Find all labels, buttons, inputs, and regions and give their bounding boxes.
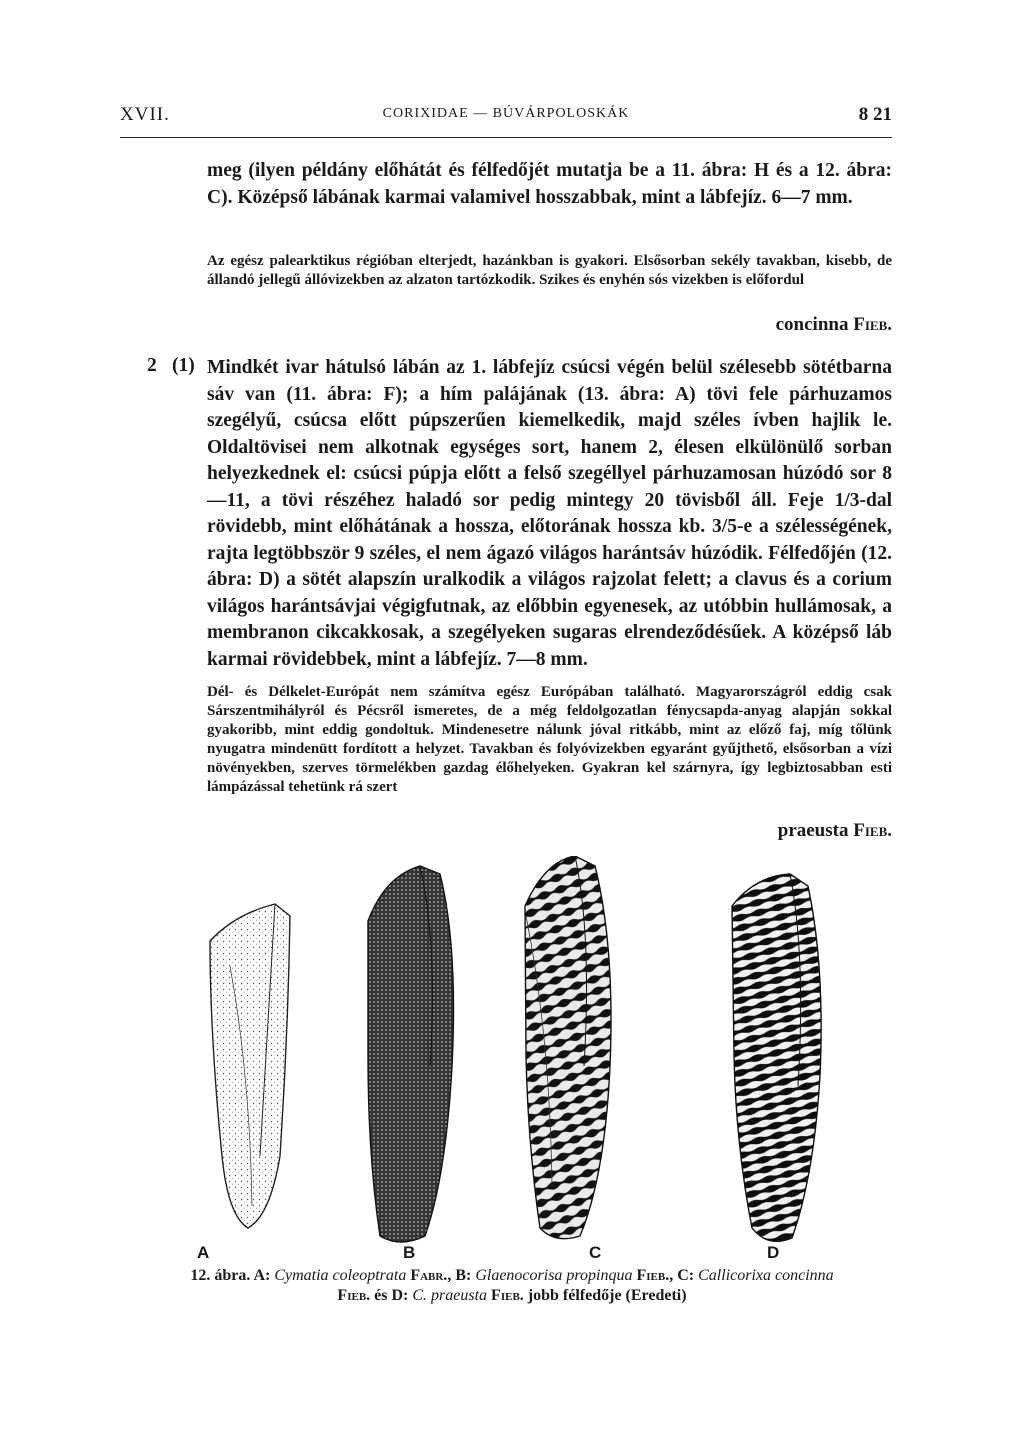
running-header [120, 104, 892, 128]
species-name-concinna [776, 314, 892, 336]
wing-c-drawing [525, 856, 611, 1239]
figure-label-b: B [403, 1243, 416, 1262]
caption-species-c: Callicorixa concinna [698, 1267, 834, 1284]
caption-text: 12. ábra. A: [190, 1267, 275, 1284]
species-author: Fieb. [853, 314, 892, 335]
page-number: 8 21 [858, 104, 892, 125]
caption-author: Fabr. [410, 1267, 448, 1284]
hemelytra-figure [180, 856, 880, 1256]
wing-d-drawing [732, 874, 821, 1241]
caption-text: , C: [669, 1267, 699, 1284]
caption-author: Fieb. [491, 1287, 524, 1304]
couplet-description: Mindkét ivar hátulsó lábán az 1. lábfejíz csúcsi végén belül szélesebb sötétbarna sáv van (11. ábra: F); a hím palájának (13. ábra: A) tövi fele párhuzamos szegélyű, csúcsa előtt púpszerűen kiemelkedik, majd széles ívben hajlik le. Oldaltövisei nem alkotnak egységes sort, hanem 2, élesen elkülönülő sorban helyezkednek el: csúcsi púpja előtt a felső szegéllyel párhuzamosan húzódó sor 8—11, a tövi részéhez haladó sor pedig mintegy 20 tövisből áll. Feje 1/3-dal rövidebb, mint előhátának a hossza, előtorának hossza kb. 3/5-e a szélességének, rajta legtöbbször 9 széles, el nem ágazó világos harántsáv húzódik. Félfedőjén (12. ábra: D) a sötét alapszín uralkodik a világos rajzolat felett; a clavus és a corium világos harántsávjai végigfutnak, az előbbin egyenesek, az utóbbin hullámosak, a membranon cikcakkosak, a szegélyeken sugaras elrendeződésűek. A középső láb karmai rövidebbek, mint a lábfejíz. 7—8 mm. [207, 357, 892, 670]
caption-text: és D: [370, 1287, 413, 1304]
concinna-distribution-note: Az egész palearktikus régióban elterjedt, hazánkban is gyakori. Elsősorban sekély tavakban, kisebb, de állandó jellegű állóvizekben az alzaton tartózkodik. Szikes és enyhén sós vizekben is előfordul [207, 253, 892, 288]
figure-label-c: C [589, 1243, 602, 1262]
species-author: Fieb. [853, 820, 892, 841]
species-epithet: praeusta [777, 820, 849, 841]
wing-a-drawing [210, 904, 290, 1228]
caption-species-b: Glaenocorisa propinqua [475, 1267, 633, 1284]
running-title: CORIXIDAE — BÚVÁRPOLOSKÁK [382, 106, 630, 121]
wing-b-drawing [368, 866, 454, 1242]
figure-label-d: D [767, 1243, 780, 1262]
figure-caption [106, 1266, 918, 1306]
couplet-reference: (1) [172, 355, 195, 376]
chapter-number: XVII. [120, 104, 170, 125]
praeusta-distribution-note: Dél- és Délkelet-Európát nem számítva egész Európában található. Magyarországról eddig csak Sárszentmihályról és Pécsről ismeretes, de a még feldolgozatlan fénycsapda-anyag alapján sokkal gyakoribb, mint eddig gondoltuk. Mindenesetre nálunk jóval ritkább, mint az előző faj, míg tőlünk nyugatra mindenütt fordított a helyzet. Tavakban és folyóvizekben egyaránt gyűjthető, elsősorban a vízi növényekben, szerves törmelékben gazdag élőhelyeken. Gyakran kel szárnyra, így legbiztosabban esti lámpázással tehetünk rá szert [207, 684, 892, 795]
caption-author: Fieb. [337, 1287, 371, 1304]
couplet-number: 2 [147, 355, 157, 376]
species-epithet: concinna [775, 314, 849, 335]
header-rule [120, 137, 892, 138]
caption-species-a: Cymatia coleoptrata [274, 1267, 407, 1284]
caption-text: jobb félfedője (Eredeti) [523, 1287, 687, 1304]
figure-label-a: A [197, 1243, 210, 1262]
intro-paragraph: meg (ilyen példány előhátát és félfedőjét mutatja be a 11. ábra: H és a 12. ábra: C). Középső lábának karmai valamivel hosszabbak, mint a lábfejíz. 6—7 mm. [207, 160, 892, 208]
caption-text: , B: [447, 1267, 476, 1284]
caption-species-d: C. praeusta [412, 1287, 488, 1304]
species-name-praeusta [778, 820, 892, 842]
caption-author: Fieb. [636, 1267, 670, 1284]
